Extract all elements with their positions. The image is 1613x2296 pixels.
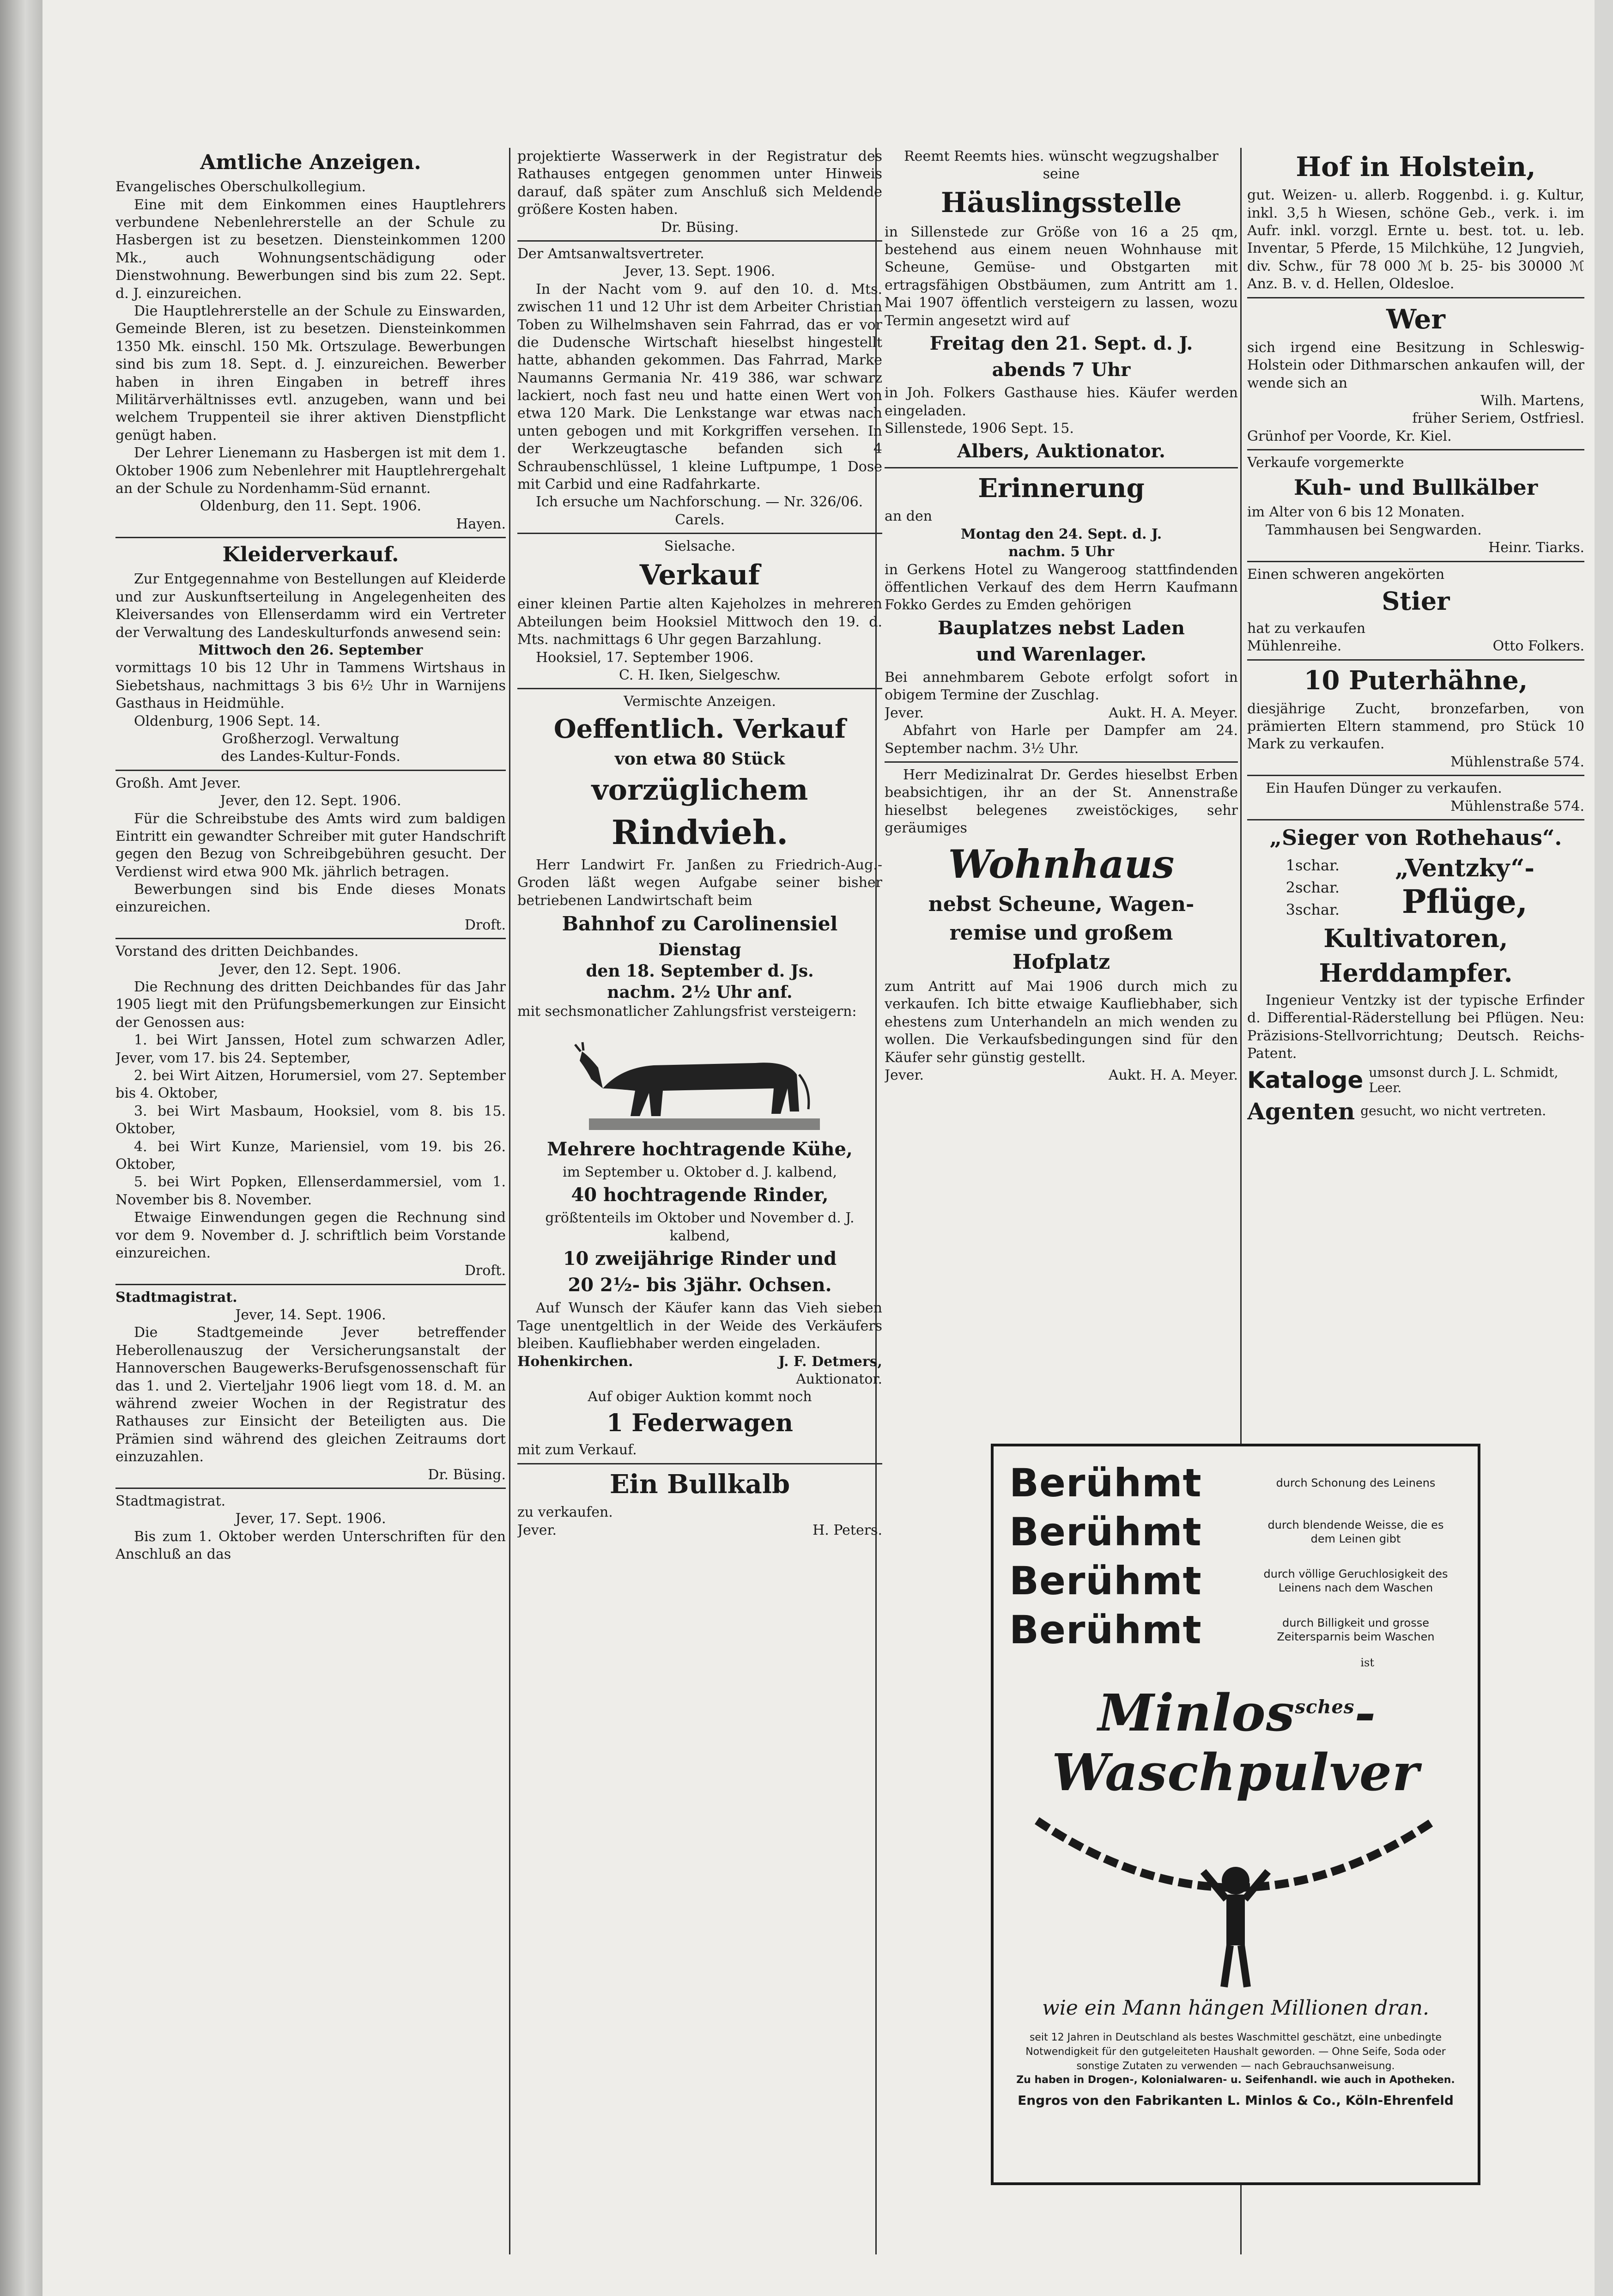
notice-text: Ein Haufen Dünger zu verkaufen. bbox=[1266, 780, 1502, 797]
notice-signature: Heinr. Tiarks. bbox=[1488, 540, 1584, 556]
notice-signature: früher Seriem, Ostfriesl. bbox=[1412, 410, 1584, 427]
ad-date: den 18. September d. Js. bbox=[586, 961, 814, 981]
notice-date: Oldenburg, den 11. Sept. 1906. bbox=[200, 498, 422, 515]
separator bbox=[517, 240, 882, 242]
ad-subtitle: vorzüglichem bbox=[591, 773, 808, 807]
notice-text: einer kleinen Partie alten Kajeholzes in mehreren Abteilungen beim Hooksiel Mittwoch den 19. d. Mts. nachmittags 6 Uhr gegen Barzahlung. bbox=[517, 596, 882, 648]
notice-place: Oldenburg, 1906 Sept. 14. bbox=[134, 713, 321, 729]
ad-headline: Berühmt bbox=[1009, 1509, 1202, 1555]
ad-headline: Berühmt bbox=[1009, 1558, 1202, 1604]
notice-text: mit zum Verkauf. bbox=[517, 1442, 637, 1458]
ad-title: „Sieger von Rothehaus“. bbox=[1269, 825, 1562, 850]
ad-place: Tammhausen bei Sengwarden. bbox=[1266, 522, 1482, 538]
separator bbox=[115, 938, 506, 939]
notice-signature: Albers, Auktionator. bbox=[957, 440, 1165, 462]
notice-text: im Alter von 6 bis 12 Monaten. bbox=[1247, 504, 1465, 521]
ad-title: Kuh- und Bullkälber bbox=[1293, 474, 1538, 500]
list-item: 4. bei Wirt Kunze, Mariensiel, vom 19. bis 26. Oktober, bbox=[115, 1138, 506, 1172]
ad-title: Kleiderverkauf. bbox=[222, 543, 399, 567]
ad-subtitle: Hofplatz bbox=[1012, 950, 1110, 974]
notice-signature: Aukt. H. A. Meyer. bbox=[1108, 1067, 1238, 1083]
notice-text: Reemt Reemts hies. wünscht wegzugshalber seine bbox=[904, 148, 1219, 182]
ad-subtitle: Rindvieh. bbox=[611, 812, 788, 852]
ad-title: Häuslingsstelle bbox=[940, 186, 1182, 219]
chain-man-illustration bbox=[1009, 1802, 1462, 1996]
notice-text: Etwaige Einwendungen gegen die Rechnung sind vor dem 9. November d. J. schriftlich beim Vorstande einzureichen. bbox=[115, 1209, 506, 1261]
ad-object: und Warenlager. bbox=[976, 643, 1146, 665]
brand-suffix: sches bbox=[1295, 1696, 1355, 1718]
lot-detail: größtenteils im Oktober und November d. J. kalbend, bbox=[545, 1210, 855, 1244]
ad-title: Ein Bullkalb bbox=[609, 1469, 790, 1500]
ad-time: nachm. 5 Uhr bbox=[1008, 544, 1115, 560]
notice-text: In der Nacht vom 9. auf den 10. d. Mts. zwischen 11 und 12 Uhr ist dem Arbeiter Christian Toben zu Wilhelmshaven sein Fahrrad, das er vor die Dudensche Wirtschaft hieselbst hingestellt hatte, abhanden gekommen. Das Fahrrad, Marke Naumanns Germania Nr. 419 386, war schwarz lackiert, noch fast neu und hatte einen Wert von etwa 120 Mark. Die Lenkstange war etwas nach unten gebogen und mit Korkgriffen versehen. In der Werkzeugtasche befanden sich 4 Schraubenschlüssel, 1 kleine Luftpumpe, 1 Dose mit Carbid und eine Radfahrkarte. bbox=[517, 281, 882, 493]
ad-footer-text: seit 12 Jahren in Deutschland als bestes Waschmittel geschätzt, eine unbedingte Notwendigkeit für den gutgeleiteten Haushalt geworden. — Ohne Seife, Soda oder sonstige Zutaten zu verwenden — nach Gebrauchsanweisung. bbox=[1025, 2032, 1446, 2072]
notice-text: sich irgend eine Besitzung in Schleswig-Holstein oder Dithmarschen ankaufen will, der wende sich an bbox=[1247, 339, 1584, 391]
ad-place: Mühlenstraße 574. bbox=[1450, 753, 1584, 770]
notice-text: Bewerbungen sind bis Ende dieses Monats einzureichen. bbox=[115, 881, 506, 916]
ad-place: Hohenkirchen. bbox=[517, 1353, 633, 1370]
plow-type: 1schar. bbox=[1286, 856, 1340, 874]
column-rule bbox=[509, 148, 510, 2254]
notice-date: Jever, 13. Sept. 1906. bbox=[624, 263, 776, 280]
notice-signature: Dr. Büsing. bbox=[661, 219, 739, 236]
ad-manufacturer: Engros von den Fabrikanten L. Minlos & Co., Köln-Ehrenfeld bbox=[1018, 2093, 1454, 2108]
ad-title: Stier bbox=[1382, 586, 1450, 616]
notice-date: Jever, 17. Sept. 1906. bbox=[235, 1511, 386, 1527]
ad-title: Verkauf bbox=[639, 559, 760, 591]
notice-text: Auf Wunsch der Käufer kann das Vieh sieben Tage unentgeltlich in der Weide des Verkäufers bleiben. Kaufliebhaber werden eingeladen. bbox=[517, 1300, 882, 1352]
notice-text: vormittags 10 bis 12 Uhr in Tammens Wirtshaus in Siebetshaus, nachmittags 3 bis 6½ Uhr in Warnijens Gasthaus in Heidmühle. bbox=[115, 660, 506, 712]
notice-text: Für die Schreibstube des Amts wird zum baldigen Eintritt ein gewandter Schreiber mit guter Handschrift gegen den Bezug von Schreibgebühren gesucht. Der Verdienst wird etwa 900 Mk. jährlich betragen. bbox=[115, 810, 506, 880]
ad-claim: durch blendende Weisse, die es dem Leinen gibt bbox=[1267, 1519, 1444, 1545]
notice-head: Sielsache. bbox=[664, 538, 736, 555]
notice-head: Der Amtsanwaltsvertreter. bbox=[517, 245, 704, 262]
list-item: 2. bei Wirt Aitzen, Horumersiel, vom 27. September bis 4. Oktober, bbox=[115, 1067, 506, 1102]
ad-title: Wer bbox=[1386, 303, 1445, 335]
notice-signature: Carels. bbox=[675, 511, 725, 528]
notice-text: Der Lehrer Lienemann zu Hasbergen ist mit dem 1. Oktober 1906 zum Nebenlehrer mit Hauptlehrergehalt an der Schule zu Nordenhamm-Süd ernannt. bbox=[115, 445, 506, 497]
notice-text: in Sillenstede zur Größe von 16 a 25 qm, bestehend aus einem neuen Wohnhause mit Scheune, Gemüse- und Obstgarten mit ertragsfähigen Obstbäumen, zum Antritt am 1. Mai 1907 öffentlich versteigern zu lassen, wozu Termin angesetzt wird auf bbox=[885, 224, 1238, 329]
section-title: Amtliche Anzeigen. bbox=[200, 151, 421, 174]
notice-signature: Aukt. H. A. Meyer. bbox=[1108, 705, 1238, 721]
notice-text: Verkaufe vorgemerkte bbox=[1247, 455, 1404, 471]
lot-item: 40 hochtragende Rinder, bbox=[571, 1184, 829, 1206]
ad-place: Jever. bbox=[885, 705, 924, 721]
notice-text: an den bbox=[885, 508, 933, 525]
separator bbox=[517, 1463, 882, 1464]
product-name: Pflüge, bbox=[1401, 882, 1528, 921]
ad-claim: durch Billigkeit und grosse Zeitersparnis beim Waschen bbox=[1277, 1616, 1435, 1643]
ad-title: Oeffentlich. Verkauf bbox=[553, 713, 846, 744]
ad-date: Montag den 24. Sept. d. J. bbox=[960, 526, 1162, 542]
notice-signature: Wilh. Martens, bbox=[1480, 392, 1584, 409]
notice-signature: Auktionator. bbox=[796, 1371, 882, 1388]
notice-signature: Dr. Büsing. bbox=[428, 1466, 506, 1483]
separator bbox=[1247, 449, 1584, 450]
notice-text: zu verkaufen. bbox=[517, 1504, 613, 1521]
list-item: 5. bei Wirt Popken, Ellenserdammersiel, vom 1. November bis 8. November. bbox=[115, 1174, 506, 1208]
lot-item: 20 2½- bis 3jähr. Ochsen. bbox=[568, 1274, 832, 1296]
notice-text: hat zu verkaufen bbox=[1247, 620, 1366, 637]
ad-headline: Berühmt bbox=[1009, 1607, 1202, 1652]
notice-date: Mittwoch den 26. September bbox=[198, 642, 423, 658]
ad-place: Grünhof per Voorde, Kr. Kiel. bbox=[1247, 428, 1452, 444]
ad-time: abends 7 Uhr bbox=[992, 359, 1131, 381]
ad-slogan: wie ein Mann hängen Millionen dran. bbox=[1042, 1996, 1429, 2020]
ad-place: Mühlenreihe. bbox=[1247, 638, 1342, 655]
column-2 bbox=[517, 148, 882, 2254]
separator bbox=[517, 688, 882, 689]
ad-place: Mühlenstraße 574. bbox=[1450, 798, 1584, 814]
separator bbox=[115, 537, 506, 538]
ad-claim: durch Schonung des Leinens bbox=[1276, 1476, 1436, 1489]
notice-text: in Joh. Folkers Gasthause hies. Käufer werden eingeladen. bbox=[885, 385, 1238, 419]
notice-text: Ingenieur Ventzky ist der typische Erfinder d. Differential-Räderstellung bei Pflügen. Neu: Präzisions-Stellvorrichtung; Deutsch. Reichs-Patent. bbox=[1247, 992, 1584, 1062]
separator bbox=[1247, 659, 1584, 661]
waschpulver-ad: Berühmt durch Schonung des Leinens Berühmt durch blendende Weisse, die es dem Leinen gibt Berühmt durch völlige Geruchlosigkeit des Leinens nach dem Waschen Berühmt durch Billigkeit und grosse Zeitersparnis beim Waschen ist Minlos$^{sches}$-Waschpulver wie ein Mann hängen Millionen dran. seit 12 Jahren in Deutschland als bestes Waschmittel geschätzt, eine unbedingte Notwendigkeit für den gutgeleiteten Haushalt geworden. — Ohne Seife, Soda oder sonstige Zutaten zu verwenden — nach Gebrauchsanweisung. Zu haben in Drogen-, Kolonialwaren- u. Seifenhandl. wie auch in Apotheken. Engros von den Fabrikanten L. Minlos & Co., Köln-Ehrenfeld bbox=[991, 1444, 1480, 2185]
column-1 bbox=[115, 148, 506, 2254]
notice-text: Herr Medizinalrat Dr. Gerdes hieselbst Erben beabsichtigen, ihr an der St. Annenstraße hieselbst belegenes zweistöckiges, sehr geräumiges bbox=[885, 767, 1238, 837]
notice-text: Eine mit dem Einkommen eines Hauptlehrers verbundene Nebenlehrerstelle an der Schule zu Hasbergen ist zu besetzen. Diensteinkommen 1200 Mk., auch Wohnungsentschädigung oder Dienstwohnung. Bewerbungen sind bis zum 22. Sept. d. J. einzureichen. bbox=[115, 196, 506, 302]
ad-date: Freitag den 21. Sept. d. J. bbox=[929, 332, 1193, 354]
notice-head: Vorstand des dritten Deichbandes. bbox=[115, 943, 359, 960]
ad-footer-text: Zu haben in Drogen-, Kolonialwaren- u. Seifenhandl. wie auch in Apotheken. bbox=[1016, 2074, 1455, 2086]
lot-item: 10 zweijährige Rinder und bbox=[563, 1248, 837, 1270]
notice-text: Die Stadtgemeinde Jever betreffender Heberollenauszug der Versicherungsanstalt der Hannoverschen Baugewerks-Berufsgenossenschaft für das 1. und 2. Vierteljahr 1906 liegt vom 18. d. M. an während zweier Wochen in der Registratur des Rathauses zur Einsicht der Beteiligten aus. Die Prämien sind während des gleichen Zeitraums dort einzuzahlen. bbox=[115, 1324, 506, 1465]
ad-object: Bauplatzes nebst Laden bbox=[938, 617, 1185, 639]
ad-title: Hof in Holstein, bbox=[1296, 151, 1536, 182]
separator bbox=[1247, 561, 1584, 562]
notice-text: projektierte Wasserwerk in der Registratur des Rathauses entgegen genommen unter Hinweis darauf, daß später zum Anschluß sich Meldende größere Kosten haben. bbox=[517, 148, 882, 218]
ad-time: nachm. 2½ Uhr anf. bbox=[607, 983, 793, 1002]
list-item: 1. bei Wirt Janssen, Hotel zum schwarzen Adler, Jever, vom 17. bis 24. September, bbox=[115, 1032, 506, 1066]
notice-date: Hooksiel, 17. September 1906. bbox=[536, 649, 754, 666]
page-edge bbox=[1595, 0, 1613, 2296]
notice-text: Auf obiger Auktion kommt noch bbox=[588, 1389, 812, 1405]
notice-head: Stadtmagistrat. bbox=[115, 1289, 237, 1306]
notice-text: Herr Landwirt Fr. Janßen zu Friedrich-Aug.-Groden läßt wegen Aufgabe seiner bisher betriebenen Landwirtschaft beim bbox=[517, 857, 882, 909]
separator bbox=[1247, 297, 1584, 298]
ad-subtitle: von etwa 80 Stück bbox=[614, 749, 785, 769]
notice-text: Zur Entgegennahme von Bestellungen auf Kleiderde und zur Auskunftserteilung in Angelegenheiten des Kleiversandes von Ellenserdamm wird ein Vertreter der Verwaltung des Landeskulturfonds anwesend sein: bbox=[115, 571, 506, 641]
separator bbox=[115, 770, 506, 771]
section-title: Vermischte Anzeigen. bbox=[624, 693, 776, 710]
lot-item: 1 Federwagen bbox=[606, 1409, 793, 1437]
agents-label: Agenten bbox=[1247, 1097, 1355, 1125]
separator bbox=[885, 761, 1238, 763]
ad-subtitle: nebst Scheune, Wagen- bbox=[928, 893, 1195, 917]
notice-signature: Großherzogl. Verwaltung bbox=[222, 730, 400, 747]
ad-title: 10 Puterhähne, bbox=[1304, 665, 1528, 696]
notice-text: Abfahrt von Harle per Dampfer am 24. September nachm. 3½ Uhr. bbox=[885, 723, 1238, 757]
notice-text: Bei annehmbarem Gebote erfolgt sofort in obigem Termine der Zuschlag. bbox=[885, 669, 1238, 704]
product-name: Waschpulver bbox=[1052, 1743, 1419, 1802]
ad-title: Wohnhaus bbox=[948, 841, 1175, 887]
ad-day: Dienstag bbox=[658, 940, 741, 960]
ad-claim: durch völlige Geruchlosigkeit des Leinens nach dem Waschen bbox=[1263, 1567, 1448, 1594]
notice-text: gesucht, wo nicht vertreten. bbox=[1360, 1103, 1546, 1119]
notice-text: umsonst durch J. L. Schmidt, Leer. bbox=[1369, 1064, 1558, 1096]
notice-date: Sillenstede, 1906 Sept. 15. bbox=[885, 420, 1074, 437]
notice-text: Die Hauptlehrerstelle an der Schule zu Einswarden, Gemeinde Bleren, ist zu besetzen. Diensteinkommen 1350 Mk. einschl. 150 Mk. Ortszulage. Bewerbungen sind bis zum 18. Sept. d. J. einzureichen. Bewerber haben in ihren Eingaben in betreff ihres Militärverhältnisses evtl. anzugeben, wann und bei welchem Truppenteil sie ihrer aktiven Dienstpflicht genügt haben. bbox=[115, 303, 506, 443]
ad-place: Bahnhof zu Carolinensiel bbox=[562, 912, 838, 935]
separator bbox=[1247, 775, 1584, 776]
notice-text: diesjährige Zucht, bronzefarben, von prämierten Eltern stammend, pro Stück 10 Mark zu verkaufen. bbox=[1247, 700, 1584, 753]
ad-subtitle: remise und großem bbox=[949, 921, 1173, 945]
notice-text: gut. Weizen- u. allerb. Roggenbd. i. g. Kultur, inkl. 3,5 h Wiesen, schöne Geb., verk. i. im Aufr. inkl. vorzgl. Ernte u. best. tot. u. leb. Inventar, 5 Pferde, 15 Milchkühe, 12 Jungvieh, div. Schw., für 78 000 ℳ b. 25- bis 30000 ℳ Anz. B. v. d. Hellen, Oldesloe. bbox=[1247, 187, 1584, 292]
ad-title: Erinnerung bbox=[978, 473, 1145, 504]
ad-connector: ist bbox=[1360, 1656, 1374, 1669]
notice-text: Einen schweren angekörten bbox=[1247, 566, 1445, 583]
notice-head: Evangelisches Oberschulkollegium. bbox=[115, 179, 366, 195]
catalog-label: Kataloge bbox=[1247, 1067, 1364, 1094]
ad-place: Jever. bbox=[517, 1522, 557, 1538]
brand-name: „Ventzky“- bbox=[1395, 854, 1534, 882]
notice-signature: Droft. bbox=[464, 917, 506, 933]
list-item: 3. bei Wirt Masbaum, Hooksiel, vom 8. bis 15. Oktober, bbox=[115, 1103, 506, 1137]
notice-signature: des Landes-Kultur-Fonds. bbox=[221, 748, 400, 765]
notice-signature: Hayen. bbox=[456, 516, 506, 532]
notice-signature: H. Peters. bbox=[813, 1522, 882, 1538]
notice-text: in Gerkens Hotel zu Wangeroog stattfindenden öffentlichen Verkauf des dem Herrn Kaufmann Fokko Gerdes zu Emden gehörigen bbox=[885, 561, 1238, 613]
notice-head: Stadtmagistrat. bbox=[115, 1493, 226, 1509]
ad-place: Jever. bbox=[885, 1067, 924, 1083]
notice-text: Die Rechnung des dritten Deichbandes für das Jahr 1905 liegt mit den Prüfungsbemerkungen zur Einsicht der Genossen aus: bbox=[115, 979, 506, 1031]
lot-detail: im September u. Oktober d. J. kalbend, bbox=[562, 1164, 837, 1180]
plow-type: 2schar. bbox=[1286, 878, 1340, 896]
plow-type: 3schar. bbox=[1286, 900, 1340, 918]
notice-date: Jever, 14. Sept. 1906. bbox=[235, 1307, 386, 1324]
cow-illustration bbox=[570, 1024, 829, 1135]
separator bbox=[115, 1488, 506, 1489]
separator bbox=[1247, 819, 1584, 820]
separator bbox=[885, 467, 1238, 468]
notice-signature: Otto Folkers. bbox=[1492, 638, 1584, 655]
book-spine bbox=[0, 0, 42, 2296]
notice-text: mit sechsmonatlicher Zahlungsfrist versteigern: bbox=[517, 1003, 857, 1020]
brand-name: Minlos bbox=[1098, 1683, 1295, 1743]
notice-text: Ich ersuche um Nachforschung. — Nr. 326/06. bbox=[536, 494, 863, 510]
notice-date: Jever, den 12. Sept. 1906. bbox=[220, 961, 401, 978]
notice-date: Jever, den 12. Sept. 1906. bbox=[220, 793, 401, 809]
notice-text: zum Antritt auf Mai 1906 durch mich zu verkaufen. Ich bitte etwaige Kaufliebhaber, sich ehestens zum Unterhandeln an mich wenden zu wollen. Die Verkaufsbedingungen sind für den Käufer sehr günstig gestellt. bbox=[885, 978, 1238, 1066]
notice-text: Bis zum 1. Oktober werden Unterschriften für den Anschluß an das bbox=[115, 1528, 506, 1563]
product-name: Kultivatoren, bbox=[1323, 923, 1508, 953]
separator bbox=[517, 533, 882, 534]
notice-head: Großh. Amt Jever. bbox=[115, 775, 241, 791]
ad-headline: Berühmt bbox=[1009, 1460, 1202, 1506]
lot-item: Mehrere hochtragende Kühe, bbox=[547, 1138, 853, 1160]
notice-signature: Droft. bbox=[464, 1263, 506, 1279]
product-name: Herddampfer. bbox=[1319, 958, 1513, 988]
notice-signature: C. H. Iken, Sielgeschw. bbox=[619, 667, 781, 683]
separator bbox=[115, 1284, 506, 1285]
notice-signature: J. F. Detmers, bbox=[778, 1353, 882, 1370]
